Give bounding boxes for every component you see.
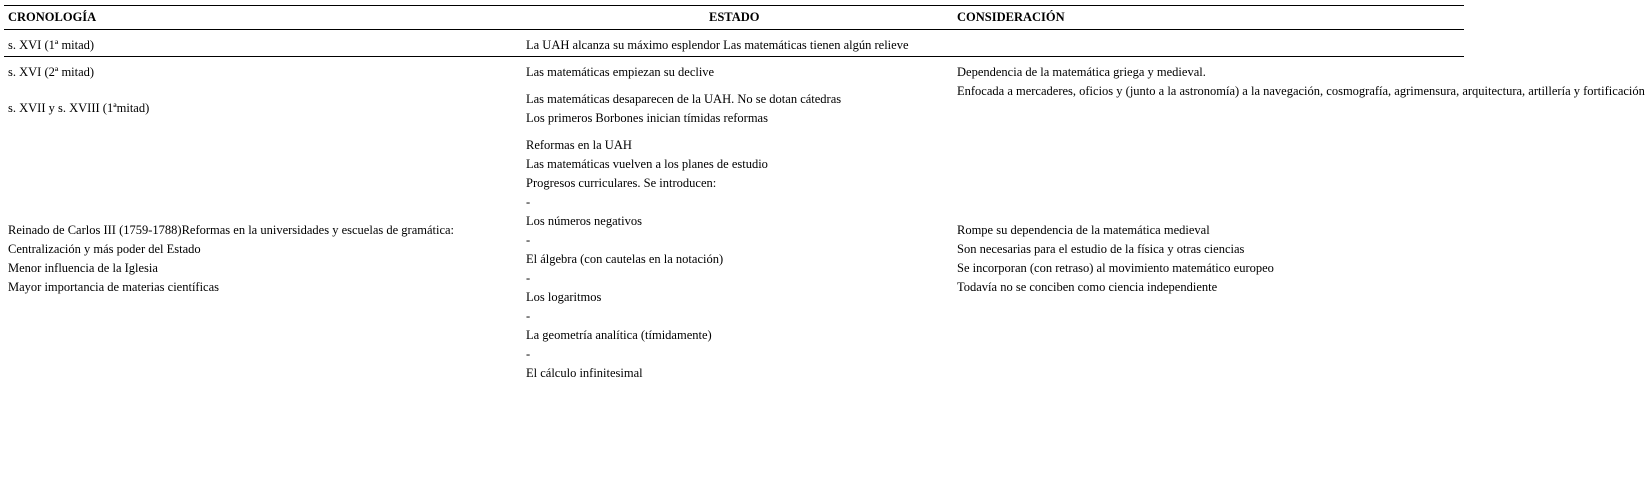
row4-estado-8: -	[526, 271, 531, 285]
row4-estado-13: El cálculo infinitesimal	[526, 366, 643, 380]
table-top-rule	[4, 5, 1464, 6]
row4-estado-3: Progresos curriculares. Se introducen:	[526, 176, 717, 190]
row2-consideracion-1: Dependencia de la matemática griega y medieval.	[957, 65, 1206, 79]
row4-consideracion-2: Son necesarias para el estudio de la física y otras ciencias	[957, 242, 1245, 256]
header-cronologia: CRONOLOGÍA	[8, 10, 97, 24]
row4-cronologia-1: Reinado de Carlos III (1759-1788)Reformas en la universidades y escuelas de gramática:	[8, 223, 455, 237]
row4-cronologia-2: Centralización y más poder del Estado	[8, 242, 201, 256]
table-row-divider	[4, 56, 1464, 57]
row3-estado-1: Las matemáticas desaparecen de la UAH. No se dotan cátedras	[526, 92, 842, 106]
row4-estado-10: -	[526, 309, 531, 323]
table-header-rule	[4, 29, 1464, 30]
row4-estado-11: La geometría analítica (tímidamente)	[526, 328, 712, 342]
row4-consideracion-1: Rompe su dependencia de la matemática medieval	[957, 223, 1210, 237]
header-consideracion: CONSIDERACIÓN	[957, 10, 1065, 24]
row3-estado-2: Los primeros Borbones inician tímidas reformas	[526, 111, 768, 125]
row2-cronologia: s. XVI (2ª mitad)	[8, 65, 95, 79]
header-estado: ESTADO	[709, 10, 760, 24]
row4-estado-1: Reformas en la UAH	[526, 138, 632, 152]
row4-cronologia-4: Mayor importancia de materias científicas	[8, 280, 220, 294]
row2-consideracion-2: Enfocada a mercaderes, oficios y (junto a la astronomía) a la navegación, cosmografía, agrimensura, arquitectura, artillería y fortificación	[957, 84, 1645, 98]
row4-estado-4: -	[526, 195, 531, 209]
row4-estado-9: Los logaritmos	[526, 290, 602, 304]
row4-estado-12: -	[526, 347, 531, 361]
row4-estado-5: Los números negativos	[526, 214, 642, 228]
row2-estado: Las matemáticas empiezan su declive	[526, 65, 715, 79]
row1-cronologia: s. XVI (1ª mitad)	[8, 38, 95, 52]
row1-estado: La UAH alcanza su máximo esplendor Las matemáticas tienen algún relieve	[526, 38, 909, 52]
row4-estado-2: Las matemáticas vuelven a los planes de estudio	[526, 157, 768, 171]
row3-cronologia: s. XVII y s. XVIII (1ªmitad)	[8, 101, 150, 115]
row4-cronologia-3: Menor influencia de la Iglesia	[8, 261, 158, 275]
row4-estado-6: -	[526, 233, 531, 247]
row4-consideracion-3: Se incorporan (con retraso) al movimiento matemático europeo	[957, 261, 1274, 275]
row4-estado-7: El álgebra (con cautelas en la notación)	[526, 252, 724, 266]
row4-consideracion-4: Todavía no se conciben como ciencia independiente	[957, 280, 1218, 294]
